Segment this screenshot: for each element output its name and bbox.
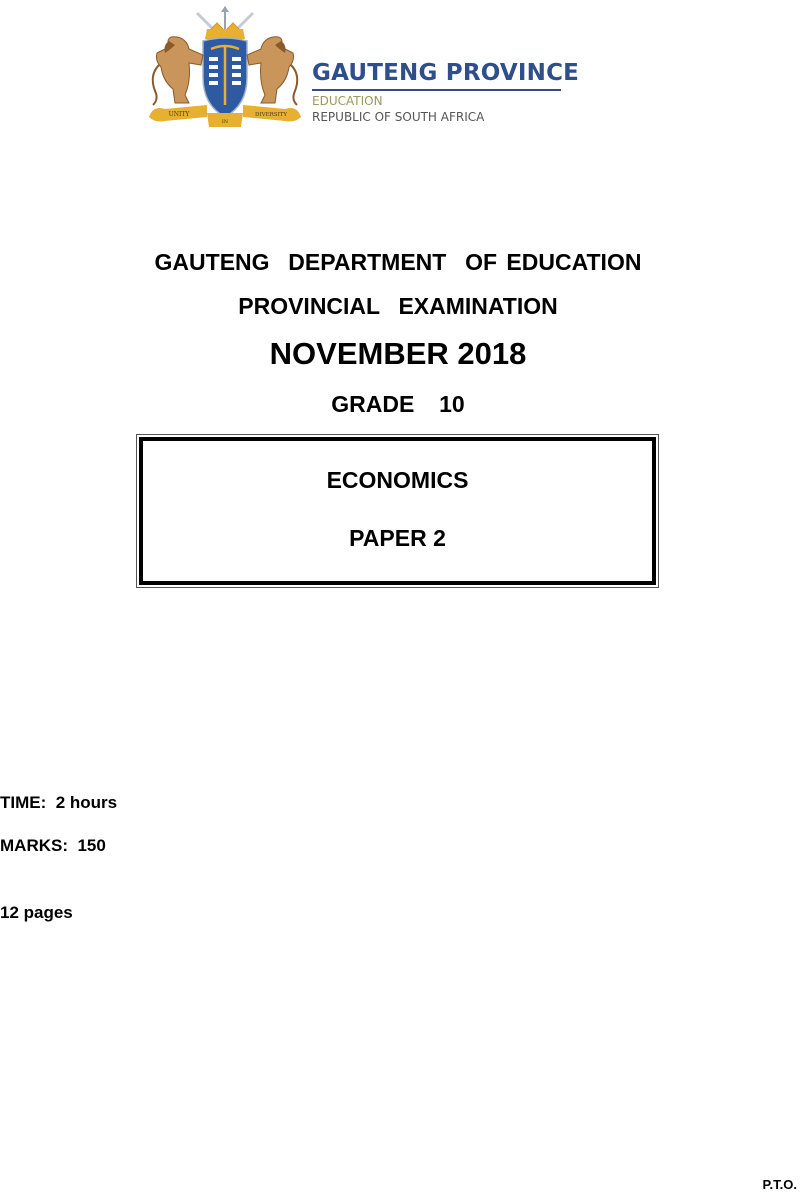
exam-type-heading: PROVINCIAL EXAMINATION: [238, 293, 558, 319]
svg-text:IN: IN: [221, 119, 229, 125]
svg-text:UNITY: UNITY: [168, 111, 190, 118]
subject-box-border: [139, 437, 656, 585]
page-count: 12 pages: [0, 903, 73, 922]
exam-time: TIME: 2 hours: [0, 793, 118, 812]
subject-box: [136, 434, 659, 588]
logo-title: GAUTENG PROVINCE: [312, 60, 580, 86]
department-heading: GAUTENG DEPARTMENT OF EDUCATION: [154, 249, 642, 275]
logo-department: EDUCATION: [312, 94, 383, 108]
please-turn-over: P.T.O.: [762, 1177, 797, 1192]
logo-divider: [312, 89, 561, 91]
svg-text:DIVERSITY: DIVERSITY: [255, 112, 287, 118]
subject-title: ECONOMICS: [326, 467, 469, 493]
logo-country: REPUBLIC OF SOUTH AFRICA: [312, 110, 485, 124]
exam-marks: MARKS: 150: [0, 836, 106, 855]
exam-session-heading: NOVEMBER 2018: [269, 336, 527, 371]
coat-of-arms-icon: [145, 5, 310, 137]
paper-number: PAPER 2: [349, 525, 446, 551]
grade-heading: GRADE 10: [331, 391, 465, 417]
gauteng-province-logo: [145, 5, 580, 140]
